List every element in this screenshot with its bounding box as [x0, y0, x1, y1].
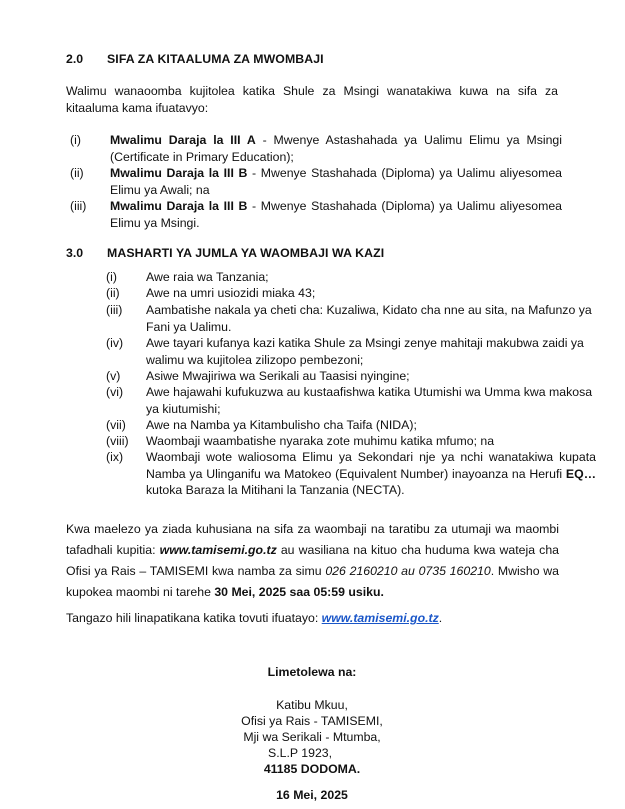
requirement-item — [106, 302, 616, 335]
requirement-item — [106, 368, 616, 385]
contact-text: au wasiliana na kituo cha huduma kwa wateja cha Ofisi ya Rais – TAMISEMI kwa namba za simu — [66, 543, 559, 578]
qualification-description: - Mwenye Stashahada (Diploma) ya Ualimu aliyesomea Elimu ya Msingi. — [110, 199, 562, 230]
section-2-heading — [66, 51, 566, 69]
qualification-title: Mwalimu Daraja la III B — [110, 199, 248, 213]
requirement-text: Awe hajawahi kufukuzwa au kustaafishwa katika Utumishi wa Umma kwa makosa ya kiutumishi; — [146, 385, 593, 416]
section-3-number: 3.0 — [66, 246, 84, 260]
requirement-text: Awe na umri usiozidi miaka 43; — [146, 286, 316, 300]
section-2-intro: Walimu wanaoomba kujitolea katika Shule za Msingi wanatakiwa kuwa na sifa za kitaaluma kama ifuatavyo: — [66, 84, 558, 115]
contact-text: . Mwisho wa kupokea maombi ni tarehe — [66, 564, 559, 599]
qualification-number: (ii) — [70, 166, 84, 180]
requirement-item — [106, 384, 616, 417]
signatory-city: 41185 DODOMA. — [263, 762, 361, 776]
signatory-office: Ofisi ya Rais - TAMISEMI, — [241, 714, 383, 728]
requirement-number: (ii) — [106, 286, 120, 300]
qualification-item — [70, 132, 560, 165]
requirement-number: (ix) — [106, 450, 124, 464]
requirement-text-part: kutoka Baraza la Mitihani la Tanzania (NECTA). — [146, 483, 405, 497]
requirement-number: (iii) — [106, 303, 123, 317]
signatory-location: Mji wa Serikali - Mtumba, — [243, 730, 381, 744]
qualification-description: - Mwenye Astashahada ya Ualimu Elimu ya Msingi (Certificate in Primary Education); — [110, 133, 562, 164]
issued-by-heading: Limetolewa na: — [267, 665, 357, 679]
requirement-number: (vii) — [106, 418, 126, 432]
requirement-number: (viii) — [106, 434, 129, 448]
website-reference[interactable]: www.tamisemi.go.tz — [159, 543, 277, 557]
requirement-number: (v) — [106, 369, 121, 383]
requirement-text: Awe raia wa Tanzania; — [146, 270, 269, 284]
section-2-number: 2.0 — [66, 52, 84, 66]
requirement-item — [106, 335, 616, 368]
requirement-item — [106, 269, 616, 286]
section-3-heading — [66, 245, 566, 263]
signatory-title: Katibu Mkuu, — [276, 698, 348, 712]
requirement-text — [146, 449, 596, 499]
requirement-text: Asiwe Mwajiriwa wa Serikali au Taasisi nyingine; — [146, 369, 410, 383]
phone-numbers: 026 2160210 au 0735 160210 — [325, 564, 491, 578]
requirement-text: Awe tayari kufanya kazi katika Shule za Msingi zenye mahitaji makubwa zaidi ya walimu wa kujitolea zilizopo pembezoni; — [146, 336, 584, 367]
requirement-number: (iv) — [106, 336, 124, 350]
source-text: . — [438, 611, 443, 625]
eq-prefix: EQ… — [565, 466, 596, 481]
issue-date: 16 Mei, 2025 — [276, 788, 348, 802]
requirement-text: Waombaji waambatishe nyaraka zote muhimu katika mfumo; na — [146, 434, 495, 448]
section-3-title: MASHARTI YA JUMLA YA WAOMBAJI WA KAZI — [107, 246, 385, 260]
requirement-text: Aambatishe nakala ya cheti cha: Kuzaliwa, Kidato cha nne au sita, na Mafunzo ya Fani ya Ualimu. — [146, 303, 592, 334]
qualification-number: (i) — [70, 133, 81, 147]
section-2-title: SIFA ZA KITAALUMA ZA MWOMBAJI — [107, 52, 324, 66]
qualifications-list — [70, 132, 562, 230]
requirement-text-part: Waombaji wote waliosoma Elimu ya Sekondari nje ya nchi wanatakiwa kupata Namba ya Ulinganifu wa Matokeo (Equivalent Number) inayoanza na Herufi — [146, 450, 596, 481]
qualification-item — [70, 198, 560, 231]
contact-text: Kwa maelezo ya ziada kuhusiana na sifa za waombaji na taratibu za utumaji wa maombi tafadhali kupitia: — [66, 522, 559, 557]
requirement-item — [106, 433, 616, 450]
qualification-item — [70, 165, 560, 198]
application-deadline: 30 Mei, 2025 saa 05:59 usiku. — [214, 585, 384, 599]
qualification-title: Mwalimu Daraja la III B — [110, 166, 248, 180]
requirement-item — [106, 449, 616, 515]
requirement-number: (vi) — [106, 385, 124, 399]
requirement-item — [106, 285, 616, 302]
qualification-number: (iii) — [70, 199, 87, 213]
requirements-list — [106, 269, 596, 509]
website-link[interactable]: www.tamisemi.go.tz — [321, 611, 439, 625]
signatory-po-box: S.L.P 1923, — [268, 746, 333, 760]
qualification-text — [110, 198, 562, 231]
announcement-source — [66, 610, 559, 627]
requirement-item — [106, 417, 616, 434]
qualification-description: - Mwenye Stashahada (Diploma) ya Ualimu aliyesomea Elimu ya Awali; na — [110, 166, 562, 197]
qualification-text — [110, 132, 562, 165]
contact-paragraph — [66, 519, 559, 603]
requirement-number: (i) — [106, 270, 117, 284]
requirement-text: Awe na Namba ya Kitambulisho cha Taifa (NIDA); — [146, 418, 417, 432]
source-text: Tangazo hili linapatikana katika tovuti ifuatayo: — [66, 611, 322, 625]
qualification-text — [110, 165, 562, 198]
qualification-title: Mwalimu Daraja la III A — [110, 133, 256, 147]
